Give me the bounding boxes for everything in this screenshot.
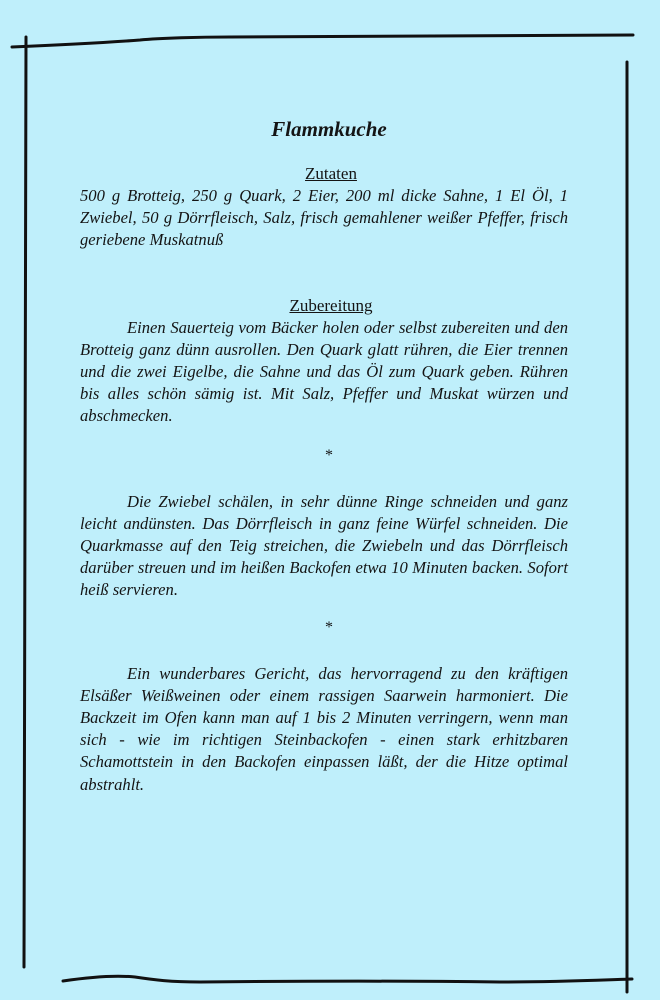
section-separator: * [325,446,333,464]
preparation-paragraph-2: Die Zwiebel schälen, in sehr dünne Ringe schneiden und ganz leicht andünsten. Das Dörrfleisch in ganz feine Würfel schneiden. Die Quarkmasse auf den Teig streichen, die Zwiebeln und das Dörrfleisch darüber streuen und im heißen Backofen etwa 10 Minuten backen. Sofort heiß servieren. [80,491,568,600]
ingredients-list: 500 g Brotteig, 250 g Quark, 2 Eier, 200 ml dicke Sahne, 1 El Öl, 1 Zwiebel, 50 g Dörrfleisch, Salz, frisch gemahlener weißer Pfeffer, frisch geriebene Muskatnuß [80,186,568,250]
border-top-line [12,35,633,47]
ingredients-heading: Zutaten [305,164,357,183]
border-bottom-line [63,976,632,982]
preparation-heading: Zubereitung [289,295,373,315]
section-separator: * [325,618,333,636]
recipe-page [80,114,568,796]
recipe-title: Flammkuche [271,117,387,141]
preparation-paragraph-1: Einen Sauerteig vom Bäcker holen oder selbst zubereiten und den Brotteig ganz dünn ausrollen. Den Quark glatt rühren, die Eier trennen und die zwei Eigelbe, die Sahne und das Öl zum Quark geben. Rühren bis alles schön sämig ist. Mit Salz, Pfeffer und Muskat würzen und abschmecken. [80,317,568,426]
border-left-line [24,37,26,967]
serving-note-paragraph: Ein wunderbares Gericht, das hervorragend zu den kräftigen Elsäßer Weißweinen oder einem rassigen Saarwein harmoniert. Die Backzeit im Ofen kann man auf 1 bis 2 Minuten verringern, wenn man sich - wie im richtigen Steinbackofen - einen stark erhitzbaren Schamottstein in den Backofen einpassen läßt, der die Hitze optimal abstrahlt. [80,663,568,794]
